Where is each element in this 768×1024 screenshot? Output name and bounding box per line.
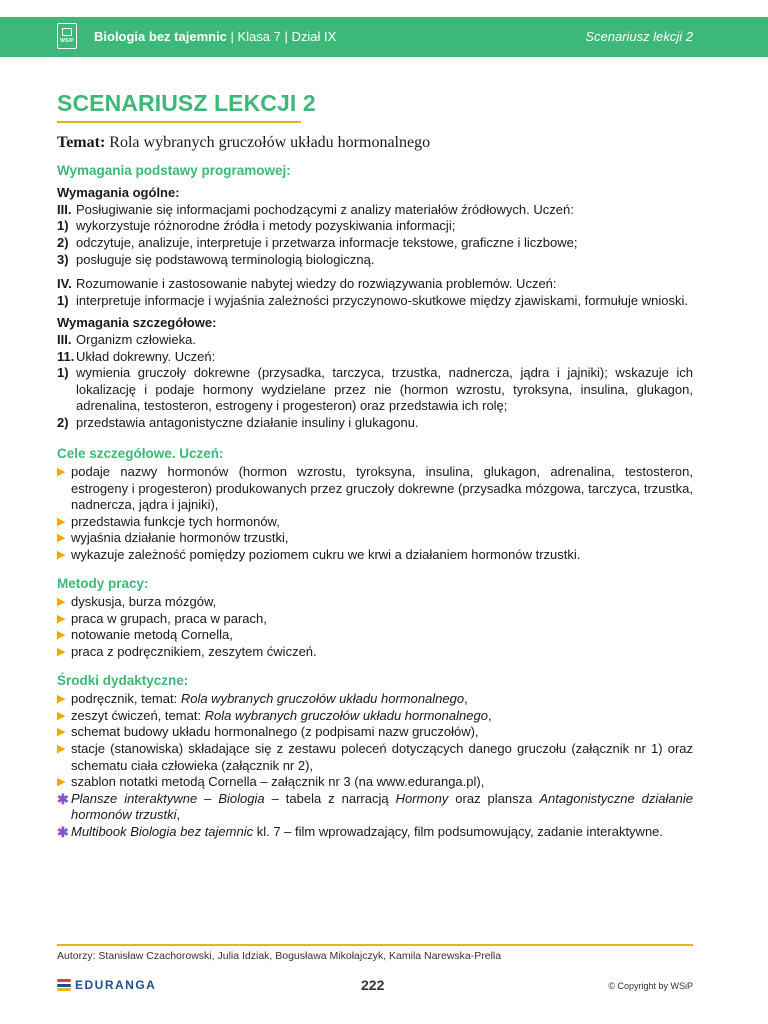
requirement-item: 1) interpretuje informacje i wyjaśnia zależności przyczynowo-skutkowe między zjawiskami, formułuje wnioski. (57, 292, 688, 308)
requirement-item: 1) wymienia gruczoły dokrewne (przysadka, tarczyca, trzustka, nadnercza, jądra i jajniki); wskazuje ich lokalizację i podaje hormony wydzielane przez nie (hormon wzrostu, tyroksyna, insulina, glukagon, adrenalina, testosteron, estrogeny i progesteron) oraz przedstawia ich rolę; (57, 365, 693, 414)
list-item: ▶ wykazuje zależność pomiędzy poziomem cukru we krwi a działaniem hormonów trzustki. (57, 547, 581, 563)
triangle-bullet-icon: ▶ (57, 612, 66, 625)
header-scenario-label: Scenariusz lekcji 2 (585, 29, 693, 44)
footer-authors: Autorzy: Stanisław Czachorowski, Julia Idziak, Bogusława Mikołajczyk, Kamila Narewska-Prella (57, 950, 502, 962)
list-item: ✱ Plansze interaktywne – Biologia – tabela z narracją Hormony oraz plansza Antagonistyczne działanie hormonów trzustki, (57, 790, 693, 823)
triangle-bullet-icon: ▶ (57, 596, 66, 609)
header-bar (0, 17, 768, 57)
triangle-bullet-icon: ▶ (57, 743, 66, 755)
list-item: ✱ Multibook Biologia bez tajemnic kl. 7 – film wprowadzający, film podsumowujący, zadanie interaktywne. (57, 823, 664, 840)
requirement-item: 2) przedstawia antagonistyczne działanie insuliny i glukagonu. (57, 414, 419, 430)
list-item: ▶ dyskusja, burza mózgów, (57, 594, 217, 610)
page-number: 222 (361, 977, 385, 993)
eduranga-logo-text: EDURANGA (75, 978, 157, 992)
list-item: ▶ zeszyt ćwiczeń, temat: Rola wybranych gruczołów układu hormonalnego, (57, 707, 492, 723)
goals-heading: Cele szczegółowe. Uczeń: (57, 445, 224, 461)
title-underline (57, 121, 301, 123)
lesson-topic (57, 135, 693, 152)
topic-label: Temat: (57, 134, 106, 151)
copyright-notice: © Copyright by WSiP (608, 981, 693, 991)
requirement-item: 3) posługuje się podstawową terminologią biologiczną. (57, 251, 375, 267)
triangle-bullet-icon: ▶ (57, 532, 66, 545)
requirement-item: IV. Rozumowanie i zastosowanie nabytej wiedzy do rozwiązywania problemów. Uczeń: (57, 276, 557, 292)
footer-divider (57, 944, 693, 946)
list-item: ▶ schemat budowy układu hormonalnego (z podpisami nazw gruczołów), (57, 724, 479, 740)
requirement-item: III. Posługiwanie się informacjami pochodzącymi z analizy materiałów źródłowych. Uczeń: (57, 201, 574, 217)
triangle-bullet-icon: ▶ (57, 693, 66, 706)
requirements-heading: Wymagania podstawy programowej: (57, 162, 291, 178)
eduranga-logo-icon (57, 978, 71, 992)
list-item: ▶ podaje nazwy hormonów (hormon wzrostu, tyroksyna, insulina, glukagon, adrenalina, testosteron, estrogeny i progesteron) produkowanych przez gruczoły dokrewne (przysadka mózgowa, tarczyca, trzustka, nadnercza, jądra i jajniki), (57, 464, 693, 513)
eduranga-logo (57, 978, 156, 992)
triangle-bullet-icon: ▶ (57, 549, 66, 562)
requirement-item: 1) wykorzystuje różnorodne źródła i metody pozyskiwania informacji; (57, 218, 456, 234)
triangle-bullet-icon: ▶ (57, 776, 66, 789)
list-item: ▶ stacje (stanowiska) składające się z zestawu poleceń dotyczących danego gruczołu (załącznik nr 1) oraz schematu ciała człowieka (załącznik nr 2), (57, 741, 693, 773)
list-item: ▶ wyjaśnia działanie hormonów trzustki, (57, 530, 289, 546)
header-class-section: | Klasa 7 | Dział IX (226, 29, 337, 44)
requirement-item: 11. Układ dokrewny. Uczeń: (57, 348, 216, 364)
resources-heading: Środki dydaktyczne: (57, 672, 189, 688)
methods-heading: Metody pracy: (57, 575, 149, 591)
page-title: SCENARIUSZ LEKCJI 2 (57, 90, 316, 116)
header-book-name: Biologia bez tajemnic (94, 29, 227, 44)
list-item: ▶ podręcznik, temat: Rola wybranych gruczołów układu hormonalnego, (57, 691, 468, 707)
requirement-item: III. Organizm człowieka. (57, 331, 196, 347)
detailed-requirements-heading: Wymagania szczegółowe: (57, 315, 217, 331)
triangle-bullet-icon: ▶ (57, 629, 66, 642)
list-item: ▶ szablon notatki metodą Cornella – załącznik nr 3 (na www.eduranga.pl), (57, 774, 485, 790)
star-bullet-icon: ✱ (57, 823, 69, 840)
list-item: ▶ praca w grupach, praca w parach, (57, 610, 267, 626)
star-bullet-icon: ✱ (57, 790, 69, 807)
lesson-content (57, 135, 693, 841)
triangle-bullet-icon: ▶ (57, 726, 66, 739)
header-book-title (94, 29, 336, 44)
wsip-logo-icon: WSiP (57, 23, 77, 49)
triangle-bullet-icon: ▶ (57, 709, 66, 722)
topic-text: Rola wybranych gruczołów układu hormonalnego (105, 134, 431, 151)
list-item: ▶ praca z podręcznikiem, zeszytem ćwiczeń. (57, 644, 317, 660)
triangle-bullet-icon: ▶ (57, 646, 66, 659)
triangle-bullet-icon: ▶ (57, 515, 66, 528)
triangle-bullet-icon: ▶ (57, 466, 66, 479)
general-requirements-heading: Wymagania ogólne: (57, 185, 180, 201)
list-item: ▶ przedstawia funkcje tych hormonów, (57, 513, 280, 529)
list-item: ▶ notowanie metodą Cornella, (57, 627, 233, 643)
requirement-item: 2) odczytuje, analizuje, interpretuje i przetwarza informacje tekstowe, graficzne i liczbowe; (57, 234, 578, 250)
